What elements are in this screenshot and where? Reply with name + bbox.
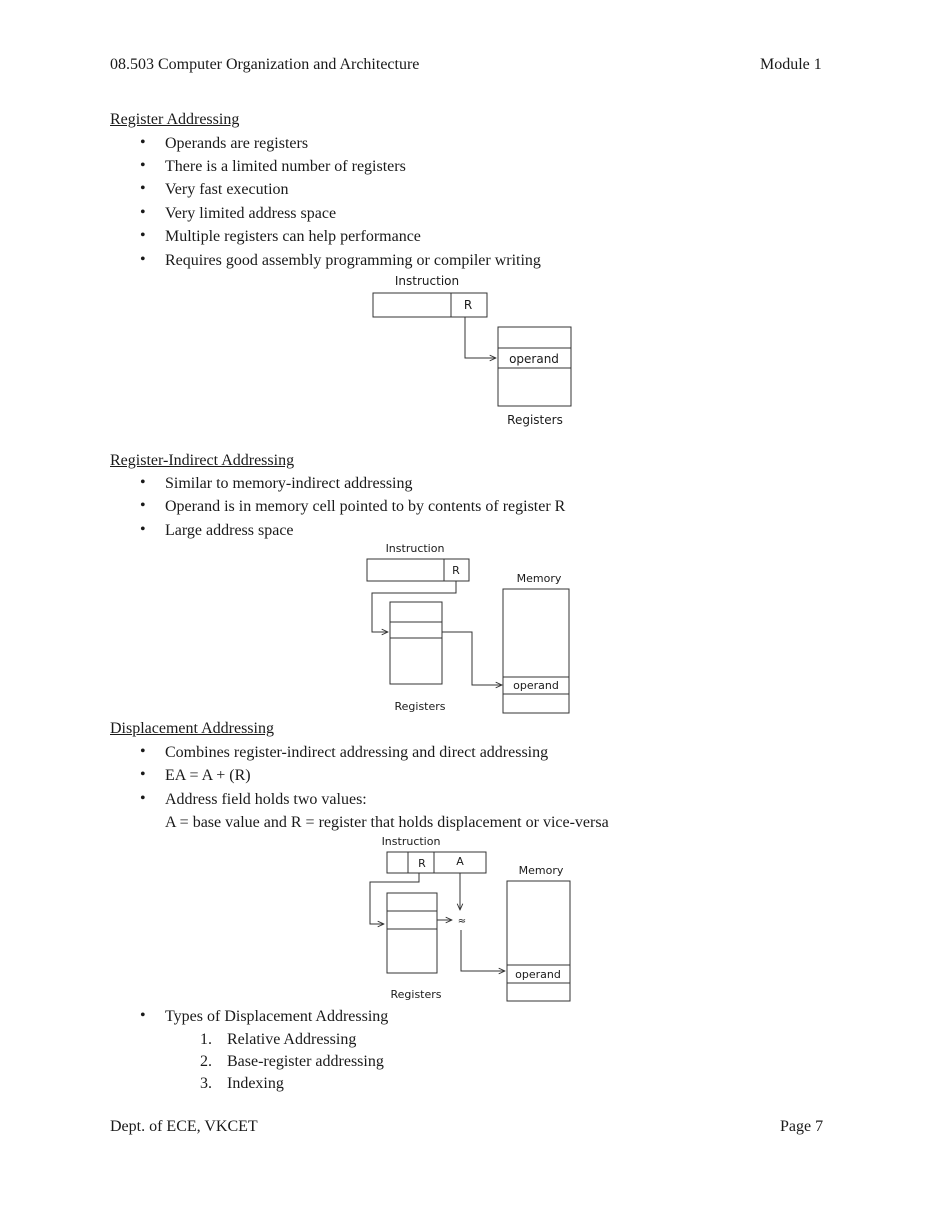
instruction-label: Instruction [385, 542, 445, 555]
register-indirect-diagram [367, 542, 569, 713]
list-number: 2. [200, 1053, 212, 1070]
list-item [200, 1031, 357, 1049]
list-item [200, 1053, 384, 1071]
bullet-item: • Combines register-indirect addressing and direct addressing [165, 744, 548, 762]
memory-label: Memory [518, 864, 564, 877]
bullet-item-types: • Types of Displacement Addressing [165, 1008, 388, 1026]
header-course-title: 08.503 Computer Organization and Architecture [110, 56, 420, 73]
pointer-arrow [442, 632, 502, 685]
list-number: 3. [200, 1075, 212, 1092]
registers-label: Registers [390, 988, 442, 1001]
instruction-box [387, 852, 486, 873]
header-module-label: Module 1 [760, 56, 822, 73]
list-number: 1. [200, 1031, 212, 1048]
bullet-continuation: A = base value and R = register that holds displacement or vice-versa [165, 814, 609, 831]
register-field-label: R [452, 564, 460, 577]
operand-label: operand [509, 352, 559, 366]
bullet-item: • Similar to memory-indirect addressing [165, 475, 413, 493]
registers-box [387, 893, 437, 973]
registers-box [498, 327, 571, 406]
bullet-item: • Operands are registers [165, 135, 308, 153]
operand-label: operand [513, 679, 559, 692]
list-item [200, 1075, 284, 1093]
register-field-label: R [463, 298, 473, 312]
registers-label: Registers [507, 413, 563, 427]
section-title-displacement: Displacement Addressing [110, 720, 274, 737]
pointer-arrow [461, 930, 505, 971]
register-field-label: R [418, 857, 426, 870]
bullet-item: • Very fast execution [165, 181, 289, 199]
instruction-label: Instruction [381, 835, 441, 848]
pointer-arrow [370, 873, 419, 924]
displacement-diagram [370, 835, 570, 1001]
instruction-label: Instruction [394, 274, 460, 288]
pointer-arrow [372, 581, 456, 632]
list-item-label: Base-register addressing [227, 1053, 384, 1070]
register-addressing-diagram [373, 274, 571, 427]
bullet-item: • Very limited address space [165, 205, 336, 223]
list-item-label: Indexing [227, 1075, 284, 1092]
pointer-arrow [465, 317, 496, 358]
bullet-item: • Operand is in memory cell pointed to by contents of register R [165, 498, 565, 516]
registers-box [390, 602, 442, 684]
section-title-register-indirect: Register-Indirect Addressing [110, 452, 295, 469]
memory-label: Memory [516, 572, 562, 585]
footer-department: Dept. of ECE, VKCET [110, 1118, 258, 1135]
bullet-item: • Requires good assembly programming or compiler writing [165, 252, 541, 270]
adder-symbol: ≈ [457, 916, 467, 927]
address-field-label: A [456, 855, 464, 868]
section-title-register-addressing: Register Addressing [110, 111, 240, 128]
bullet-item: • There is a limited number of registers [165, 158, 406, 176]
list-item-label: Relative Addressing [227, 1031, 357, 1048]
operand-label: operand [515, 968, 561, 981]
bullet-item: • Large address space [165, 522, 294, 540]
bullet-item: • Address field holds two values: [165, 791, 367, 809]
bullet-item: • EA = A + (R) [165, 767, 251, 785]
footer-page-number: Page 7 [780, 1118, 824, 1135]
registers-label: Registers [394, 700, 446, 713]
bullet-item: • Multiple registers can help performance [165, 228, 421, 246]
